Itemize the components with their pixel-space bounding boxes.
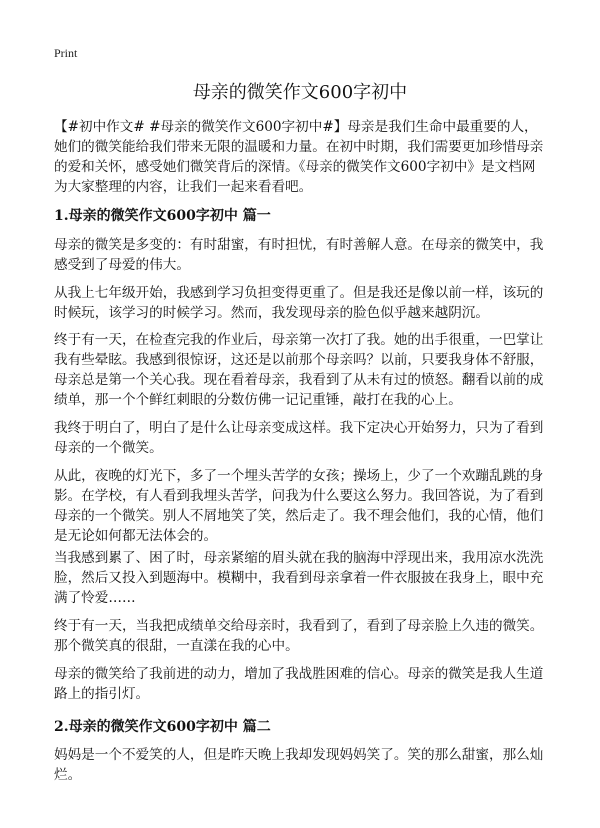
section-1-paragraph-1: 母亲的微笑是多变的：有时甜蜜，有时担忧，有时善解人意。在母亲的微笑中，我感受到了母爱的伟大。 xyxy=(54,237,544,273)
section-heading-2: 2.母亲的微笑作文600字初中 篇二 xyxy=(54,719,271,735)
section-heading-1: 1.母亲的微笑作文600字初中 篇一 xyxy=(54,208,271,224)
section-1-paragraph-4: 我终于明白了，明白了是什么让母亲变成这样。我下定决心开始努力，只为了看到母亲的一个微笑。 xyxy=(54,420,544,456)
section-1-paragraph-3: 终于有一天，在检查完我的作业后，母亲第一次打了我。她的出手很重，一巴掌让我有些晕眩。我感到很惊讶，这还是以前那个母亲吗？以前，只要我身体不舒服，母亲总是第一个关心我。现在看着母亲，我看到了从未有过的愤怒。翻看以前的成绩单，那一个个鲜红刺眼的分数仿佛一记记重锤，敲打在我的心上。 xyxy=(54,332,544,408)
intro-paragraph: 【#初中作文# #母亲的微笑作文600字初中#】母亲是我们生命中最重要的人，她们的微笑能给我们带来无限的温暖和力量。在初中时期，我们需要更加珍惜母亲的爱和关怀，感受她们微笑背后的深情。《母亲的微笑作文600字初中》是文档网为大家整理的内容，让我们一起来看看吧。 xyxy=(54,119,544,195)
section-1-paragraph-6: 当我感到累了、困了时，母亲紧缩的眉头就在我的脑海中浮现出来，我用凉水洗洗脸，然后又投入到题海中。模糊中，我看到母亲拿着一件衣服披在我身上，眼中充满了怜爱…… xyxy=(54,550,544,606)
section-1-paragraph-5: 从此，夜晚的灯光下，多了一个埋头苦学的女孩；操场上，少了一个欢蹦乱跳的身影。在学校，有人看到我埋头苦学，问我为什么要这么努力。我回答说，为了看到母亲的一个微笑。别人不屑地笑了笑，然后走了。我不理会他们，我的心情，他们是无论如何都无法体会的。 xyxy=(54,468,544,544)
section-1-paragraph-8: 母亲的微笑给了我前进的动力，增加了我战胜困难的信心。母亲的微笑是我人生道路上的指引灯。 xyxy=(54,666,544,702)
print-link[interactable]: Print xyxy=(54,46,78,60)
section-2-paragraph-1: 妈妈是一个不爱笑的人，但是昨天晚上我却发现妈妈笑了。笑的那么甜蜜，那么灿烂。 xyxy=(54,747,544,783)
page-title: 母亲的微笑作文600字初中 xyxy=(192,82,408,103)
section-1-paragraph-2: 从我上七年级开始，我感到学习负担变得更重了。但是我还是像以前一样，该玩的时候玩，该学习的时候学习。然而，我发现母亲的脸色似乎越来越阴沉。 xyxy=(54,285,544,321)
section-1-paragraph-7: 终于有一天，当我把成绩单交给母亲时，我看到了，看到了母亲脸上久违的微笑。那个微笑真的很甜，一直漾在我的心中。 xyxy=(54,618,544,654)
